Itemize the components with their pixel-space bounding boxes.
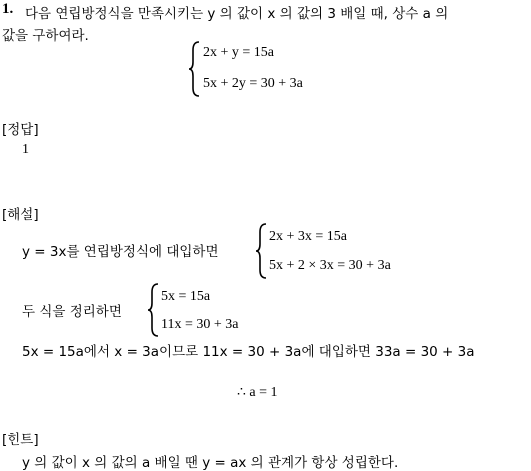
solution-brace-1 xyxy=(254,222,268,280)
solution-step1-eq2: 5x + 2 × 3x = 30 + 3a xyxy=(269,258,391,273)
system-equation-2: 5x + 2y = 30 + 3a xyxy=(203,76,303,91)
solution-step1-lead: y = 3x를 연립방정식에 대입하면 xyxy=(22,244,219,260)
hint-label: [힌트] xyxy=(2,432,39,448)
hint-text: y 의 값이 x 의 값의 a 배일 땐 y = ax 의 관계가 항상 성립한다. xyxy=(22,455,399,471)
answer-value: 1 xyxy=(22,142,29,157)
solution-step2-eq2: 11x = 30 + 3a xyxy=(161,317,239,332)
problem-text-line1: 다음 연립방정식을 만족시키는 y 의 값이 x 의 값의 3 배일 때, 상수 a 의 xyxy=(25,6,449,22)
solution-conclusion: ∴ a = 1 xyxy=(237,385,278,400)
system-brace xyxy=(187,40,201,98)
answer-label: [정답] xyxy=(2,122,39,138)
solution-step3: 5x = 15a에서 x = 3a이므로 11x = 30 + 3a에 대입하면 33a = 30 + 3a xyxy=(22,344,475,360)
solution-step2-eq1: 5x = 15a xyxy=(161,289,211,304)
solution-step2-lead: 두 식을 정리하면 xyxy=(22,304,122,320)
problem-text-line2: 값을 구하여라. xyxy=(2,28,89,44)
system-equation-1: 2x + y = 15a xyxy=(203,45,275,60)
solution-brace-2 xyxy=(146,282,160,338)
problem-number: 1. xyxy=(2,1,14,17)
solution-step1-eq1: 2x + 3x = 15a xyxy=(269,229,348,244)
solution-label: [해설] xyxy=(2,207,39,223)
